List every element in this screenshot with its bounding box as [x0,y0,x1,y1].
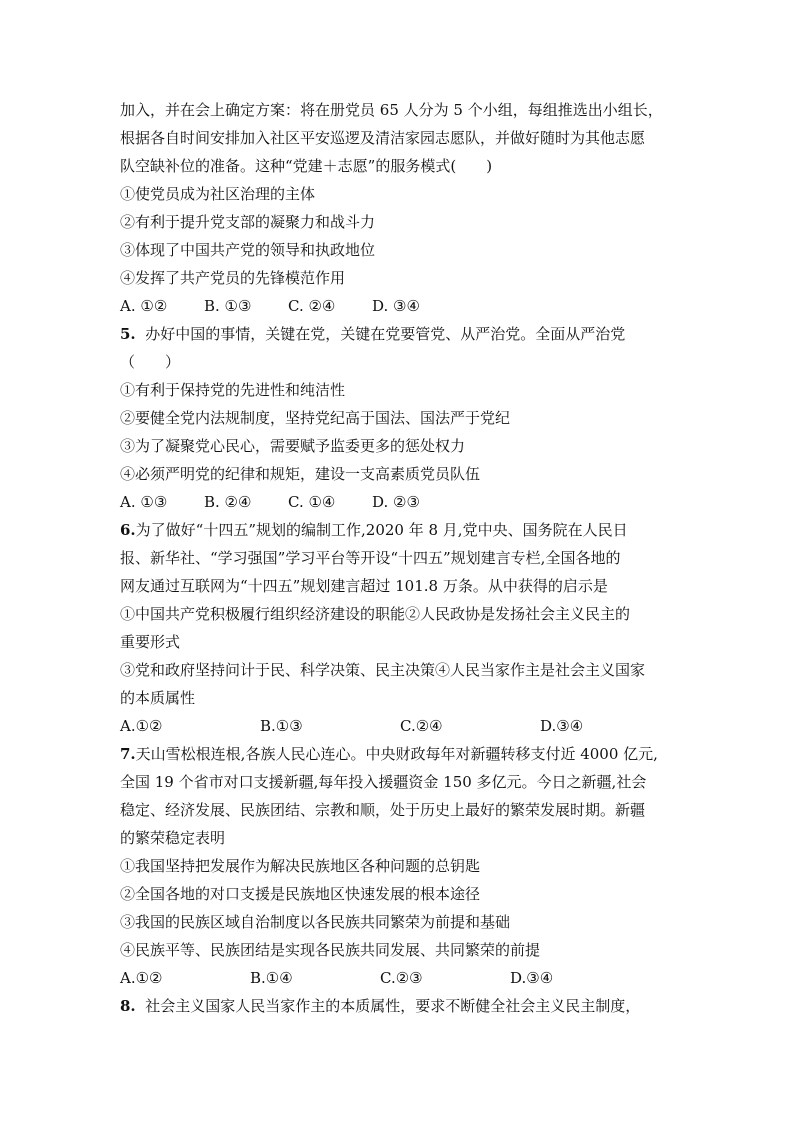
question-number: 5. [120,325,136,343]
answer-options [120,964,680,992]
question-6 [120,516,680,740]
option-c: C.②④ [400,717,443,735]
question-7 [120,740,680,992]
question-stem-line: 5. 办好中国的事情，关键在党，关键在党要管党、从严治党。全面从严治党 [120,325,626,343]
question-4 [120,96,680,320]
option-b: B.①③ [260,717,303,735]
question-5 [120,320,680,516]
option-d: D. ③④ [372,297,420,315]
question-stem-line: 队空缺补位的准备。这种“党建＋志愿”的服务模式( ) [120,157,493,175]
option-a: A.①② [120,717,163,735]
option-d: D. ②③ [372,493,420,511]
question-stem-line: 根据各自时间安排加入社区平安巡逻及清洁家园志愿队，并做好随时为其他志愿 [120,129,646,147]
answer-options [120,712,680,740]
question-number: 8. [120,997,136,1015]
option-c: C.②③ [380,969,423,987]
option-d: D.③④ [510,969,554,987]
statement-item: ③体现了中国共产党的领导和执政地位 [120,241,376,259]
statement-item: ③党和政府坚持问计于民、科学决策、民主决策④人民当家作主是社会主义国家 [120,661,646,679]
question-stem-line: 8. 社会主义国家人民当家作主的本质属性，要求不断健全社会主义民主制度， [120,997,641,1015]
statement-item: ④必须严明党的纪律和规矩，建设一支高素质党员队伍 [120,465,481,483]
statement-item: ②有利于提升党支部的凝聚力和战斗力 [120,213,376,231]
option-d: D.③④ [540,717,584,735]
statement-item: ②全国各地的对口支援是民族地区快速发展的根本途径 [120,885,481,903]
statement-item: ③为了凝聚党心民心，需要赋予监委更多的惩处权力 [120,437,466,455]
question-stem-line: 6.为了做好“十四五”规划的编制工作,2020 年 8 月,党中央、国务院在人民日 [120,521,628,539]
question-stem-line: 报、新华社、“学习强国”学习平台等开设“十四五”规划建言专栏,全国各地的 [120,549,621,567]
question-stem-line: （ ） [120,353,181,371]
option-b: B. ②④ [204,493,252,511]
question-content [120,96,680,1020]
statement-item: 的本质属性 [120,689,196,707]
answer-options [120,488,680,516]
statement-item: ②要健全党内法规制度，坚持党纪高于国法、国法严于党纪 [120,409,511,427]
question-stem-line: 加入，并在会上确定方案：将在册党员 65 人分为 5 个小组，每组推选出小组长， [120,101,663,119]
question-number: 6. [120,521,136,539]
option-a: A. ①② [120,297,168,315]
option-a: A.①② [120,969,163,987]
option-c: C. ①④ [288,493,336,511]
question-stem-line: 全国 19 个省市对口支援新疆,每年投入援疆资金 150 多亿元。今日之新疆,社会 [120,773,647,791]
statement-item: ④发挥了共产党员的先锋模范作用 [120,269,346,287]
option-c: C. ②④ [288,297,336,315]
statement-item: ④民族平等、民族团结是实现各民族共同发展、共同繁荣的前提 [120,941,541,959]
statement-item: ①使党员成为社区治理的主体 [120,185,316,203]
option-b: B.①④ [250,969,293,987]
statement-item: ①中国共产党积极履行组织经济建设的职能②人民政协是发扬社会主义民主的 [120,605,631,623]
statement-item: ①我国坚持把发展作为解决民族地区各种问题的总钥匙 [120,857,481,875]
option-a: A. ①③ [120,493,168,511]
answer-options [120,292,680,320]
question-stem-line: 网友通过互联网为“十四五”规划建言超过 101.8 万条。从中获得的启示是 [120,577,608,595]
question-number: 7. [120,745,136,763]
statement-item: 重要形式 [120,633,181,651]
question-stem-line: 的繁荣稳定表明 [120,829,226,847]
statement-item: ③我国的民族区域自治制度以各民族共同繁荣为前提和基础 [120,913,511,931]
question-stem-line: 7.天山雪松根连根,各族人民心连心。中央财政每年对新疆转移支付近 4000 亿元, [120,745,658,763]
statement-item: ①有利于保持党的先进性和纯洁性 [120,381,346,399]
option-b: B. ①③ [204,297,252,315]
question-8 [120,992,680,1020]
question-stem-line: 稳定、经济发展、民族团结、宗教和顺，处于历史上最好的繁荣发展时期。新疆 [120,801,646,819]
